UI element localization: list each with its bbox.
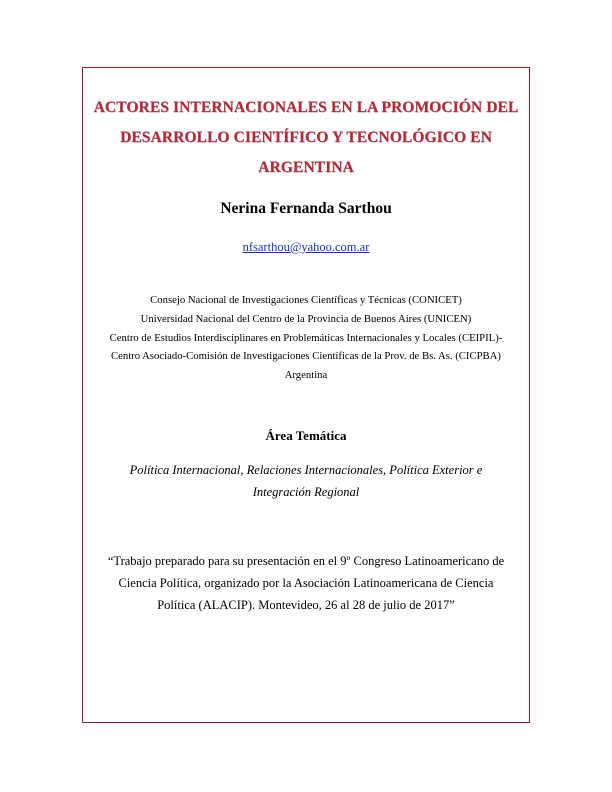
title-line-2: DESARROLLO CIENTÍFICO Y TECNOLÓGICO EN — [120, 129, 492, 146]
affiliation-unicen: Universidad Nacional del Centro de la Provincia de Buenos Aires (UNICEN) — [140, 312, 472, 325]
author-name: Nerina Fernanda Sarthou — [220, 200, 392, 217]
congress-note-line-2: Ciencia Política, organizado por la Asociación Latinoamericana de Ciencia — [118, 576, 494, 590]
thematic-area-text — [82, 459, 530, 503]
thematic-area-line-1: Política Internacional, Relaciones Internacionales, Política Exterior e — [129, 463, 483, 477]
document-title — [82, 93, 530, 183]
affiliation-conicet: Consejo Nacional de Investigaciones Científicas y Técnicas (CONICET) — [150, 294, 462, 306]
congress-note — [82, 550, 530, 616]
affiliation-country: Argentina — [284, 369, 328, 382]
author-email — [82, 240, 530, 255]
email-link[interactable]: nfsarthou@yahoo.com.ar — [242, 240, 370, 254]
thematic-area-heading: Área Temática — [265, 428, 347, 443]
congress-note-line-3: Política (ALACIP). Montevideo, 26 al 28 de julio de 2017” — [157, 598, 455, 612]
affiliation-ceipil: Centro de Estudios Interdisciplinares en Problemáticas Internacionales y Locales (CEIPIL)- — [109, 331, 503, 344]
title-line-3: ARGENTINA — [258, 159, 354, 176]
affiliations-list — [82, 291, 530, 385]
title-line-1: ACTORES INTERNACIONALES EN LA PROMOCIÓN DEL — [93, 99, 519, 116]
thematic-area-line-2: Integración Regional — [252, 485, 360, 499]
affiliation-cicpba: Centro Asociado-Comisión de Investigaciones Científicas de la Prov. de Bs. As. (CICPBA) — [111, 350, 501, 363]
congress-note-line-1: “Trabajo preparado para su presentación en el 9º Congreso Latinoamericano de — [107, 554, 505, 568]
